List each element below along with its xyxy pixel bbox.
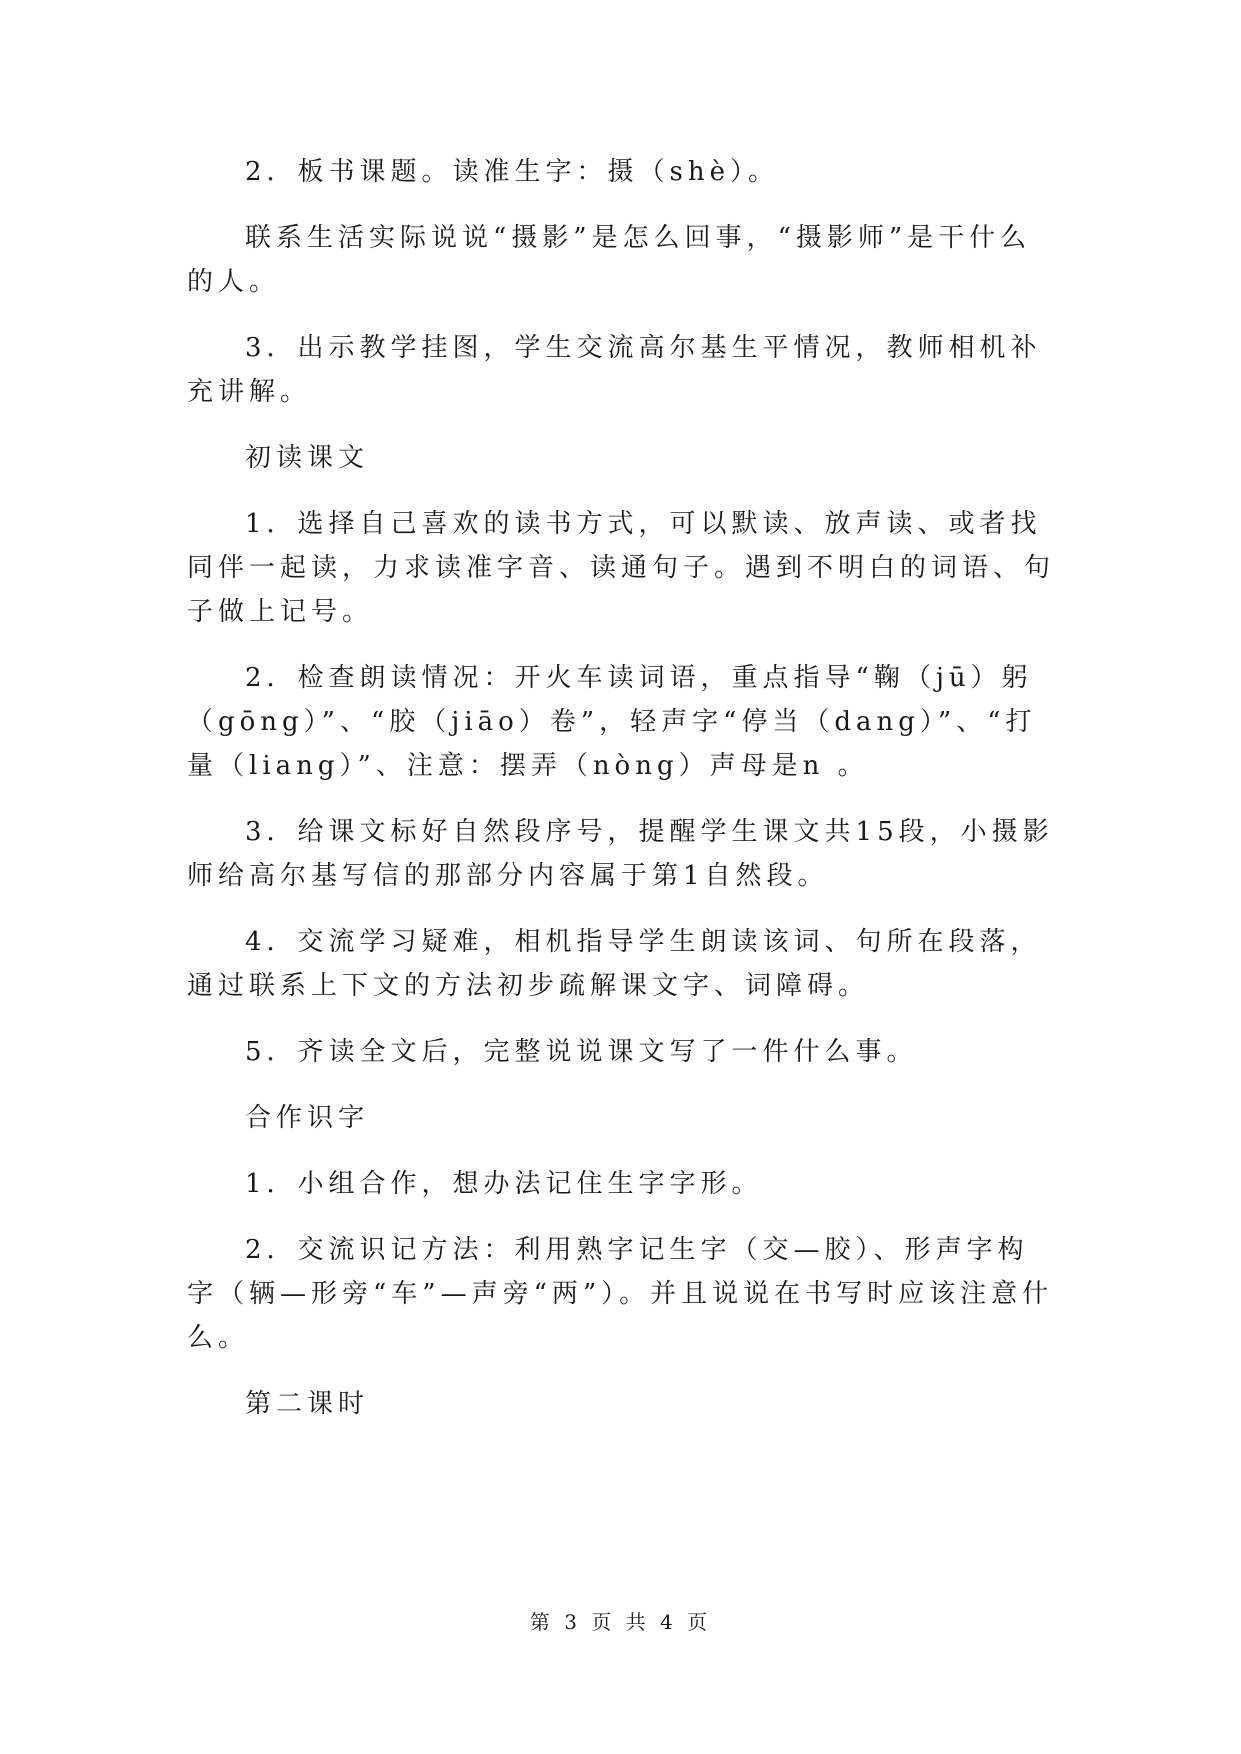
document-body — [187, 150, 1057, 1448]
paragraph: 1．选择自己喜欢的读书方式，可以默读、放声读、或者找同伴一起读，力求读准字音、读通句子。遇到不明白的词语、句子做上记号。 — [187, 509, 1056, 627]
paragraph: 1．小组合作，想办法记住生字字形。 — [245, 1169, 763, 1199]
paragraph: 3．给课文标好自然段序号，提醒学生课文共15段，小摄影师给高尔基写信的那部分内容属于第1自然段。 — [187, 817, 1054, 891]
page-number-footer: 第 3 页 共 4 页 — [529, 1610, 712, 1634]
paragraph: 2．板书课题。读准生字：摄（shè）。 — [245, 157, 780, 187]
paragraph: 2．检查朗读情况：开火车读词语，重点指导“鞠（jū）躬（gōng）”、“胶（jiāo）卷”，轻声字“停当（dang）”、“打量（liang）”、注意：摆弄（nòng）声母是n 。 — [187, 663, 1037, 781]
paragraph: 联系生活实际说说“摄影”是怎么回事，“摄影师”是干什么的人。 — [187, 223, 1032, 297]
section-heading: 初读课文 — [245, 443, 370, 473]
paragraph: 5．齐读全文后，完整说说课文写了一件什么事。 — [245, 1037, 918, 1067]
paragraph: 2．交流识记方法：利用熟字记生字（交—胶）、形声字构字（辆—形旁“车”—声旁“两”）。并且说说在书写时应该注意什么。 — [187, 1235, 1054, 1353]
paragraph: 4．交流学习疑难，相机指导学生朗读该词、句所在段落，通过联系上下文的方法初步疏解课文字、词障碍。 — [187, 927, 1042, 1001]
section-heading: 第二课时 — [245, 1389, 370, 1419]
paragraph: 3．出示教学挂图，学生交流高尔基生平情况，教师相机补充讲解。 — [187, 333, 1042, 407]
section-heading: 合作识字 — [245, 1103, 370, 1133]
